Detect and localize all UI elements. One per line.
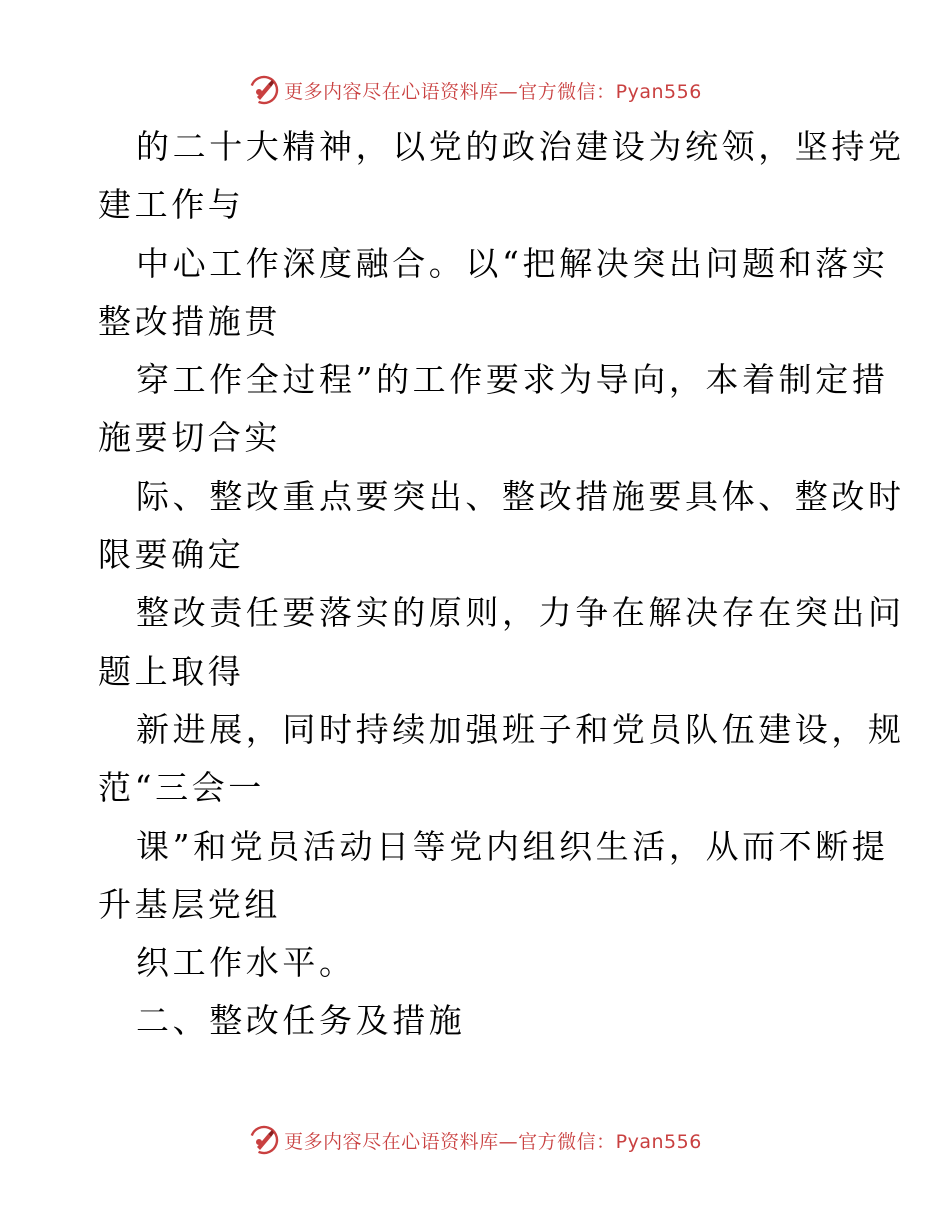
text-line: 整改责任要落实的原则，力争在解决存在突出问	[136, 593, 905, 633]
document-body	[98, 118, 905, 1051]
section-heading: 二、整改任务及措施	[136, 1001, 466, 1041]
text-line: 整改措施贯	[98, 301, 281, 341]
watermark-text: 更多内容尽在心语资料库—官方微信：Pyan556	[284, 1130, 702, 1153]
text-line: 穿工作全过程”的工作要求为导向，本着制定措	[136, 360, 889, 400]
header-watermark-banner	[0, 72, 950, 108]
text-line: 课”和党员活动日等党内组织生活，从而不断提	[136, 826, 889, 866]
footer-watermark-banner	[0, 1122, 950, 1158]
text-line: 新进展，同时持续加强班子和党员队伍建设，规	[136, 709, 905, 749]
text-line: 中心工作深度融合。以“把解决突出问题和落实	[136, 243, 889, 283]
text-line: 的二十大精神，以党的政治建设为统领，坚持党	[136, 127, 905, 166]
text-line: 际、整改重点要突出、整改措施要具体、整改时	[136, 476, 905, 516]
pen-logo-icon	[248, 74, 280, 106]
text-line: 建工作与	[98, 185, 245, 225]
watermark-text: 更多内容尽在心语资料库—官方微信：Pyan556	[284, 80, 702, 103]
text-line: 升基层党组	[98, 884, 281, 924]
pen-logo-icon	[248, 1124, 280, 1156]
text-line: 限要确定	[98, 535, 245, 575]
text-line: 织工作水平。	[136, 943, 356, 983]
text-line: 施要切合实	[98, 418, 281, 458]
text-line: 范“三会一	[98, 768, 265, 808]
text-line: 题上取得	[98, 651, 245, 691]
